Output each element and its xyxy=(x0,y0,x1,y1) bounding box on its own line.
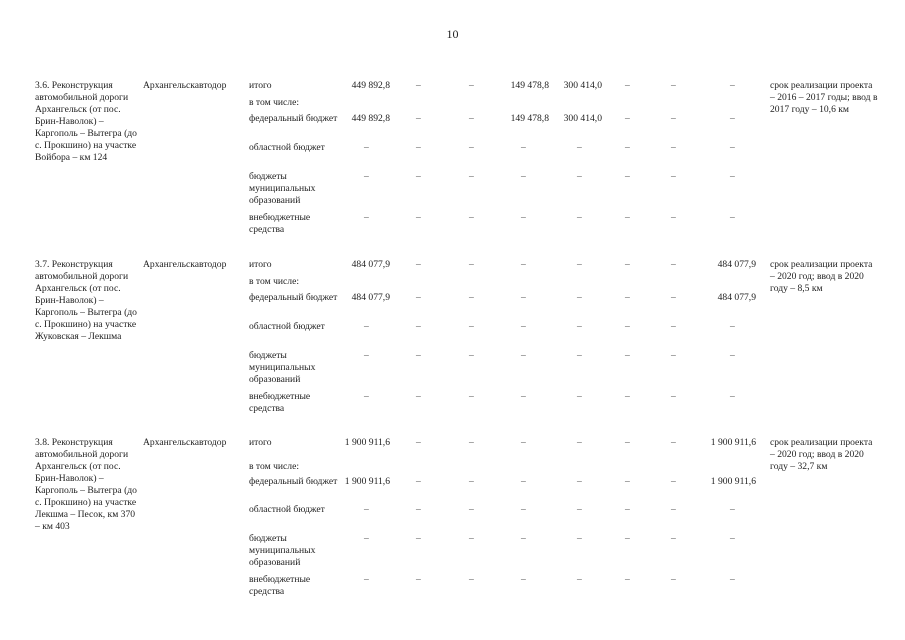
funding-source-label: федеральный бюджет xyxy=(249,292,338,303)
amount-cell: – xyxy=(469,437,474,448)
amount-cell: – xyxy=(521,292,526,303)
amount-cell: – xyxy=(625,437,630,448)
amount-cell: – xyxy=(577,391,582,402)
funding-source-label: федеральный бюджет xyxy=(249,113,338,124)
amount-cell: – xyxy=(469,350,474,361)
amount-cell: – xyxy=(416,113,421,124)
amount-cell: – xyxy=(671,212,676,223)
amount-cell: – xyxy=(469,504,474,515)
amount-cell: – xyxy=(730,504,735,515)
amount-cell: – xyxy=(671,391,676,402)
amount-cell: – xyxy=(577,437,582,448)
amount-cell: 1 900 911,6 xyxy=(344,437,390,448)
amount-cell: – xyxy=(521,259,526,270)
amount-cell: – xyxy=(521,504,526,515)
funding-source-label: в том числе: xyxy=(249,276,300,287)
amount-cell: – xyxy=(577,476,582,487)
amount-cell: – xyxy=(416,437,421,448)
page-number: 10 xyxy=(446,27,459,41)
amount-cell: – xyxy=(521,391,526,402)
amount-cell: – xyxy=(577,171,582,182)
amount-cell: – xyxy=(671,142,676,153)
funding-source-label: областной бюджет xyxy=(249,142,325,153)
amount-cell: – xyxy=(416,350,421,361)
amount-cell: – xyxy=(469,259,474,270)
amount-cell: – xyxy=(730,80,735,91)
amount-cell: – xyxy=(577,574,582,585)
project-note: срок реализации проекта – 2020 год; ввод в 2020 году – 8,5 км xyxy=(770,259,873,294)
amount-cell: – xyxy=(730,574,735,585)
amount-cell: – xyxy=(521,321,526,332)
project-executor: Архангельскавтодор xyxy=(143,80,227,91)
amount-cell: 1 900 911,6 xyxy=(710,437,756,448)
amount-cell: – xyxy=(469,142,474,153)
amount-cell: – xyxy=(625,391,630,402)
amount-cell: – xyxy=(671,171,676,182)
amount-cell: – xyxy=(416,292,421,303)
amount-cell: – xyxy=(625,113,630,124)
amount-cell: – xyxy=(364,350,369,361)
amount-cell: – xyxy=(469,533,474,544)
amount-cell: – xyxy=(577,259,582,270)
project-name: 3.7. Реконструкция автомобильной дороги Архангельск (от пос. Брин-Наволок) – Каргополь – Вытегра (до с. Прокшино) на участке Жуковская – Лекшма xyxy=(35,259,137,342)
amount-cell: – xyxy=(671,259,676,270)
project-name: 3.6. Реконструкция автомобильной дороги Архангельск (от пос. Брин-Наволок) – Каргополь – Вытегра (до с. Прокшино) на участке Войбора – км 124 xyxy=(35,80,137,163)
amount-cell: – xyxy=(416,476,421,487)
amount-cell: – xyxy=(416,321,421,332)
amount-cell: – xyxy=(416,259,421,270)
funding-source-label: итого xyxy=(249,259,272,270)
amount-cell: – xyxy=(671,476,676,487)
funding-source-label: областной бюджет xyxy=(249,321,325,332)
amount-cell: – xyxy=(730,212,735,223)
amount-cell: – xyxy=(469,292,474,303)
amount-cell: – xyxy=(416,574,421,585)
amount-cell: – xyxy=(671,437,676,448)
amount-cell: – xyxy=(416,391,421,402)
amount-cell: – xyxy=(730,533,735,544)
amount-cell: – xyxy=(625,321,630,332)
amount-cell: – xyxy=(671,80,676,91)
amount-cell: – xyxy=(469,113,474,124)
amount-cell: – xyxy=(671,292,676,303)
amount-cell: – xyxy=(416,533,421,544)
amount-cell: 1 900 911,6 xyxy=(710,476,756,487)
amount-cell: – xyxy=(416,80,421,91)
amount-cell: – xyxy=(730,391,735,402)
amount-cell: – xyxy=(625,533,630,544)
amount-cell: – xyxy=(577,533,582,544)
amount-cell: – xyxy=(469,171,474,182)
amount-cell: – xyxy=(730,171,735,182)
amount-cell: – xyxy=(625,171,630,182)
funding-source-label: бюджеты муниципальных образований xyxy=(249,533,316,568)
funding-source-label: областной бюджет xyxy=(249,504,325,515)
amount-cell: 484 077,9 xyxy=(351,292,390,303)
amount-cell: 449 892,8 xyxy=(351,113,390,124)
amount-cell: – xyxy=(364,504,369,515)
amount-cell: – xyxy=(671,113,676,124)
amount-cell: – xyxy=(625,574,630,585)
amount-cell: – xyxy=(364,533,369,544)
project-note: срок реализации проекта – 2016 – 2017 годы; ввод в 2017 году – 10,6 км xyxy=(770,80,878,115)
amount-cell: – xyxy=(521,476,526,487)
project-executor: Архангельскавтодор xyxy=(143,437,227,448)
amount-cell: – xyxy=(521,171,526,182)
amount-cell: – xyxy=(469,212,474,223)
amount-cell: – xyxy=(577,504,582,515)
amount-cell: – xyxy=(521,142,526,153)
amount-cell: – xyxy=(469,321,474,332)
amount-cell: – xyxy=(625,476,630,487)
amount-cell: – xyxy=(730,113,735,124)
project-note: срок реализации проекта – 2020 год; ввод в 2020 году – 32,7 км xyxy=(770,437,873,472)
amount-cell: – xyxy=(521,574,526,585)
amount-cell: 300 414,0 xyxy=(563,80,602,91)
amount-cell: – xyxy=(577,212,582,223)
funding-source-label: бюджеты муниципальных образований xyxy=(249,171,316,206)
project-executor: Архангельскавтодор xyxy=(143,259,227,270)
amount-cell: – xyxy=(416,142,421,153)
amount-cell: – xyxy=(577,292,582,303)
amount-cell: – xyxy=(730,350,735,361)
amount-cell: – xyxy=(469,476,474,487)
amount-cell: – xyxy=(671,321,676,332)
funding-source-label: в том числе: xyxy=(249,461,300,472)
amount-cell: 484 077,9 xyxy=(351,259,390,270)
amount-cell: – xyxy=(416,212,421,223)
amount-cell: – xyxy=(521,437,526,448)
amount-cell: – xyxy=(521,533,526,544)
amount-cell: – xyxy=(625,504,630,515)
amount-cell: – xyxy=(364,171,369,182)
funding-source-label: бюджеты муниципальных образований xyxy=(249,350,316,385)
amount-cell: – xyxy=(671,504,676,515)
amount-cell: – xyxy=(625,80,630,91)
amount-cell: – xyxy=(671,350,676,361)
amount-cell: 449 892,8 xyxy=(351,80,390,91)
amount-cell: – xyxy=(625,142,630,153)
funding-source-label: итого xyxy=(249,437,272,448)
funding-source-label: федеральный бюджет xyxy=(249,476,338,487)
project-name: 3.8. Реконструкция автомобильной дороги Архангельск (от пос. Брин-Наволок) – Каргополь – Вытегра (до с. Прокшино) на участке Лекшма – Песок, км 370 – км 403 xyxy=(35,437,137,532)
amount-cell: 149 478,8 xyxy=(510,113,549,124)
funding-source-label: внебюджетные средства xyxy=(249,212,311,235)
amount-cell: – xyxy=(671,533,676,544)
amount-cell: – xyxy=(625,350,630,361)
funding-source-label: в том числе: xyxy=(249,97,300,108)
amount-cell: – xyxy=(521,350,526,361)
funding-source-label: внебюджетные средства xyxy=(249,391,311,414)
amount-cell: 1 900 911,6 xyxy=(344,476,390,487)
amount-cell: – xyxy=(364,391,369,402)
amount-cell: – xyxy=(521,212,526,223)
amount-cell: – xyxy=(469,574,474,585)
amount-cell: – xyxy=(364,321,369,332)
amount-cell: 484 077,9 xyxy=(717,292,756,303)
amount-cell: – xyxy=(671,574,676,585)
amount-cell: – xyxy=(625,292,630,303)
amount-cell: – xyxy=(469,391,474,402)
amount-cell: – xyxy=(416,171,421,182)
amount-cell: – xyxy=(730,142,735,153)
amount-cell: – xyxy=(364,212,369,223)
amount-cell: – xyxy=(625,259,630,270)
amount-cell: – xyxy=(577,321,582,332)
funding-source-label: внебюджетные средства xyxy=(249,574,311,597)
amount-cell: 149 478,8 xyxy=(510,80,549,91)
amount-cell: – xyxy=(416,504,421,515)
amount-cell: – xyxy=(625,212,630,223)
funding-source-label: итого xyxy=(249,80,272,91)
amount-cell: – xyxy=(469,80,474,91)
amount-cell: 484 077,9 xyxy=(717,259,756,270)
amount-cell: 300 414,0 xyxy=(563,113,602,124)
amount-cell: – xyxy=(577,142,582,153)
amount-cell: – xyxy=(730,321,735,332)
amount-cell: – xyxy=(364,142,369,153)
amount-cell: – xyxy=(364,574,369,585)
amount-cell: – xyxy=(577,350,582,361)
